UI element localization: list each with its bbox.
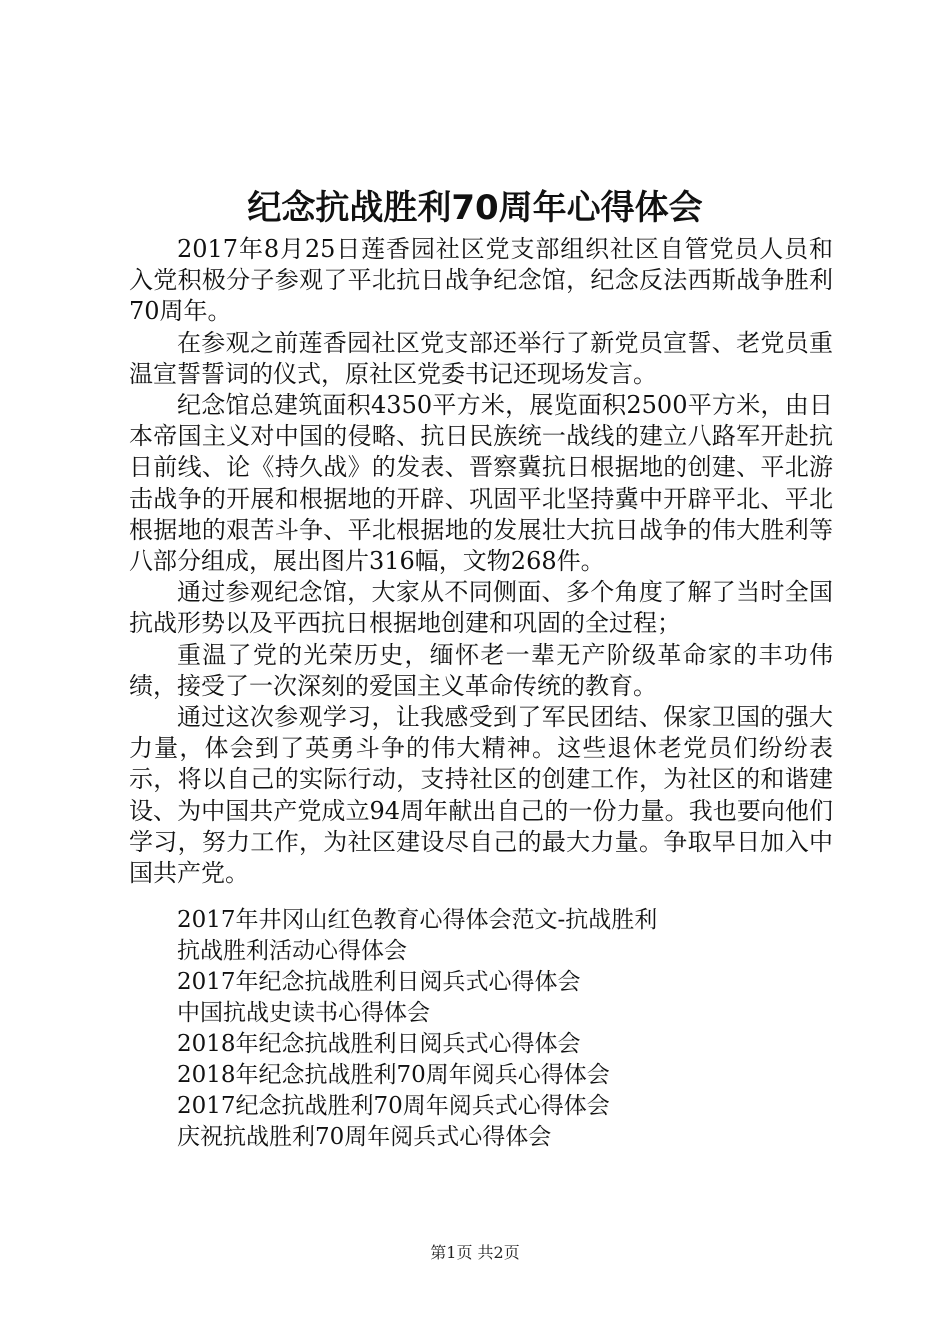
paragraph-6: 通过这次参观学习，让我感受到了军民团结、保家卫国的强大力量，体会到了英勇斗争的伟大精神。这些退休老党员们纷纷表示，将以自己的实际行动，支持社区的创建工作，为社区的和谐建设、为中国共产党成立94周年献出自己的一份力量。我也要向他们学习，努力工作，为社区建设尽自己的最大力量。争取早日加入中国共产党。 — [129, 703, 833, 888]
paragraph-1: 2017年8月25日莲香园社区党支部组织社区自管党员人员和入党积极分子参观了平北抗日战争纪念馆，纪念反法西斯战争胜利70周年。 — [129, 235, 833, 326]
related-links-list — [177, 905, 833, 1153]
paragraph-3: 纪念馆总建筑面积4350平方米，展览面积2500平方米，由日本帝国主义对中国的侵略、抗日民族统一战线的建立八路军开赴抗日前线、论《持久战》的发表、晋察冀抗日根据地的创建、平北游击战争的开展和根据地的开辟、巩固平北坚持冀中开辟平北、平北根据地的艰苦斗争、平北根据地的发展壮大抗日战争的伟大胜利等八部分组成，展出图片316幅，文物268件。 — [129, 391, 833, 576]
paragraph-2: 在参观之前莲香园社区党支部还举行了新党员宣誓、老党员重温宣誓誓词的仪式，原社区党委书记还现场发言。 — [129, 328, 833, 388]
related-link[interactable]: 2018年纪念抗战胜利70周年阅兵心得体会 — [177, 1062, 610, 1088]
article-body — [129, 234, 833, 889]
page-title: 纪念抗战胜利70周年心得体会 — [247, 188, 703, 228]
page-number-footer: 第1页 共2页 — [430, 1243, 520, 1262]
related-link[interactable]: 中国抗战史读书心得体会 — [177, 1000, 430, 1026]
related-link[interactable]: 2017年井冈山红色教育心得体会范文-抗战胜利 — [177, 907, 658, 933]
related-link[interactable]: 2018年纪念抗战胜利日阅兵式心得体会 — [177, 1031, 581, 1057]
related-link[interactable]: 2017年纪念抗战胜利日阅兵式心得体会 — [177, 969, 581, 995]
related-link[interactable]: 2017纪念抗战胜利70周年阅兵式心得体会 — [177, 1093, 610, 1119]
paragraph-5: 重温了党的光荣历史，缅怀老一辈无产阶级革命家的丰功伟绩，接受了一次深刻的爱国主义革命传统的教育。 — [129, 640, 833, 700]
related-link[interactable]: 抗战胜利活动心得体会 — [177, 938, 407, 964]
paragraph-4: 通过参观纪念馆，大家从不同侧面、多个角度了解了当时全国抗战形势以及平西抗日根据地创建和巩固的全过程； — [129, 578, 833, 638]
related-link[interactable]: 庆祝抗战胜利70周年阅兵式心得体会 — [177, 1124, 552, 1150]
